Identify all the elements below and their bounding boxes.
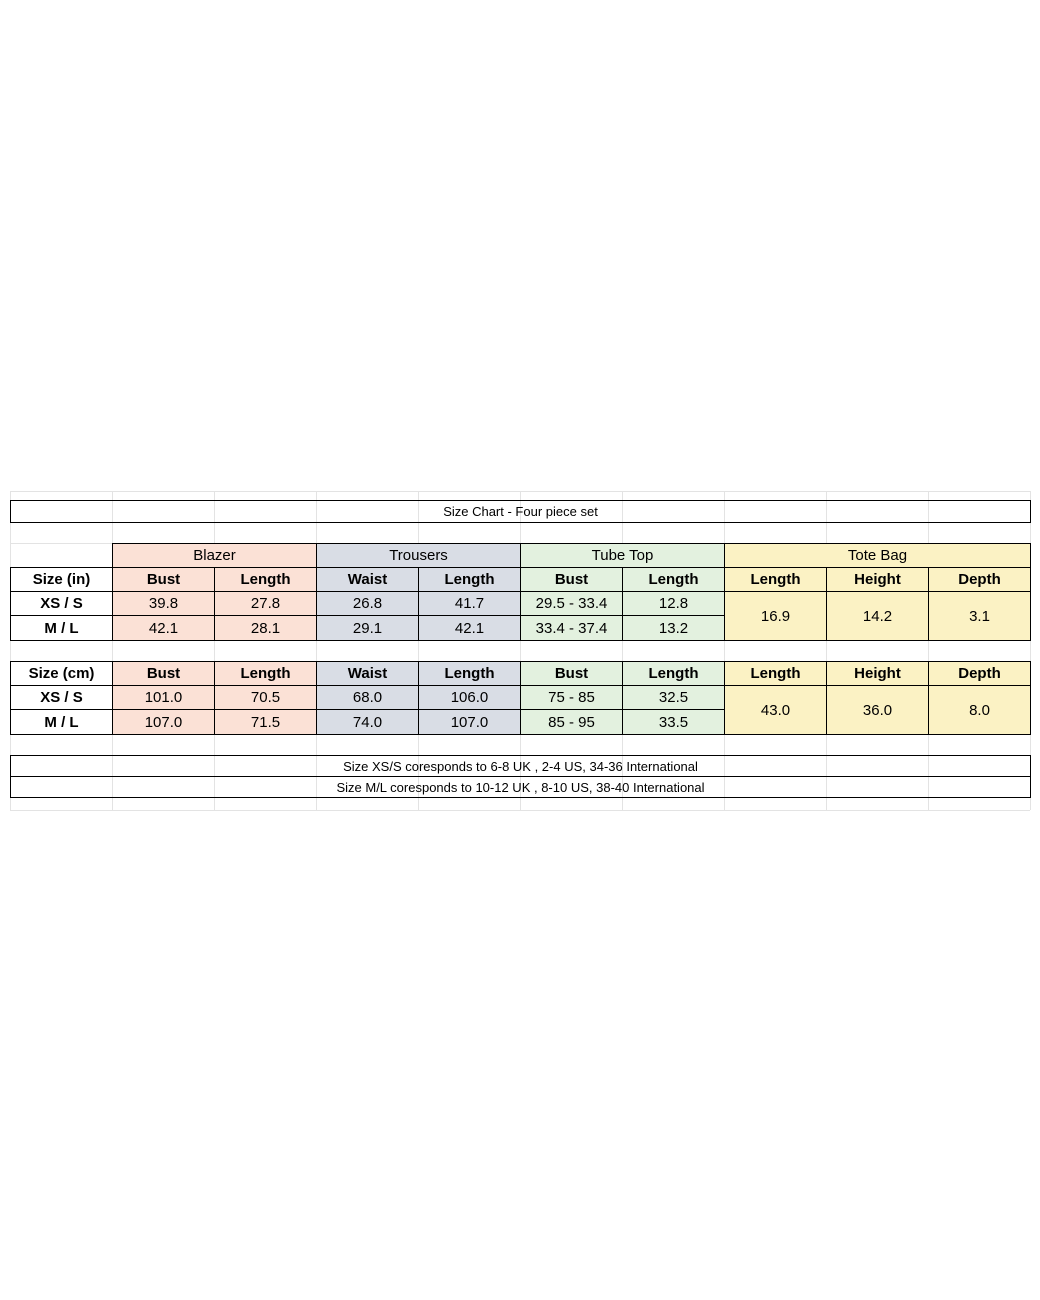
table-cell: 42.1 (112, 615, 215, 641)
size-label: XS / S (10, 685, 113, 710)
table-cell: 28.1 (214, 615, 317, 641)
chart-title: Size Chart - Four piece set (10, 500, 1031, 523)
table-cell: 107.0 (112, 709, 215, 735)
gridline (10, 491, 1030, 492)
size-label: M / L (10, 615, 113, 641)
table-cell: 29.5 - 33.4 (520, 591, 623, 616)
column-header: Depth (928, 661, 1031, 686)
table-cell: 70.5 (214, 685, 317, 710)
table-cell: 26.8 (316, 591, 419, 616)
table-cell: 107.0 (418, 709, 521, 735)
table-cell: 101.0 (112, 685, 215, 710)
size-note: Size M/L coresponds to 10-12 UK , 8-10 US, 38-40 International (10, 776, 1031, 798)
table-cell: 71.5 (214, 709, 317, 735)
table-cell: 32.5 (622, 685, 725, 710)
column-header: Length (214, 567, 317, 592)
tote-cell: 43.0 (724, 685, 827, 735)
group-header: Tote Bag (724, 543, 1031, 568)
group-header: Blazer (112, 543, 317, 568)
tote-cell: 8.0 (928, 685, 1031, 735)
size-label: M / L (10, 709, 113, 735)
table-cell: 13.2 (622, 615, 725, 641)
table-cell: 29.1 (316, 615, 419, 641)
column-header: Length (622, 661, 725, 686)
tote-cell: 16.9 (724, 591, 827, 641)
table-cell: 33.4 - 37.4 (520, 615, 623, 641)
table-cell: 41.7 (418, 591, 521, 616)
table-cell: 27.8 (214, 591, 317, 616)
table-cell: 39.8 (112, 591, 215, 616)
group-header: Trousers (316, 543, 521, 568)
table-cell: 68.0 (316, 685, 419, 710)
column-header: Waist (316, 661, 419, 686)
column-header: Bust (112, 661, 215, 686)
tote-cell: 14.2 (826, 591, 929, 641)
group-header: Tube Top (520, 543, 725, 568)
column-header: Waist (316, 567, 419, 592)
tote-cell: 36.0 (826, 685, 929, 735)
column-header: Bust (520, 661, 623, 686)
size-note: Size XS/S coresponds to 6-8 UK , 2-4 US, 34-36 International (10, 755, 1031, 777)
table-cell: 106.0 (418, 685, 521, 710)
column-header: Height (826, 567, 929, 592)
gridline (10, 810, 1030, 811)
table-cell: 75 - 85 (520, 685, 623, 710)
table-cell: 74.0 (316, 709, 419, 735)
table-cell: 42.1 (418, 615, 521, 641)
column-header: Length (724, 567, 827, 592)
column-header: Height (826, 661, 929, 686)
column-header: Length (418, 567, 521, 592)
table-cell: 12.8 (622, 591, 725, 616)
size-unit-header: Size (in) (10, 567, 113, 592)
column-header: Bust (112, 567, 215, 592)
column-header: Length (214, 661, 317, 686)
size-unit-header: Size (cm) (10, 661, 113, 686)
table-cell: 33.5 (622, 709, 725, 735)
column-header: Length (418, 661, 521, 686)
column-header: Bust (520, 567, 623, 592)
column-header: Depth (928, 567, 1031, 592)
column-header: Length (724, 661, 827, 686)
size-label: XS / S (10, 591, 113, 616)
table-cell: 85 - 95 (520, 709, 623, 735)
column-header: Length (622, 567, 725, 592)
tote-cell: 3.1 (928, 591, 1031, 641)
